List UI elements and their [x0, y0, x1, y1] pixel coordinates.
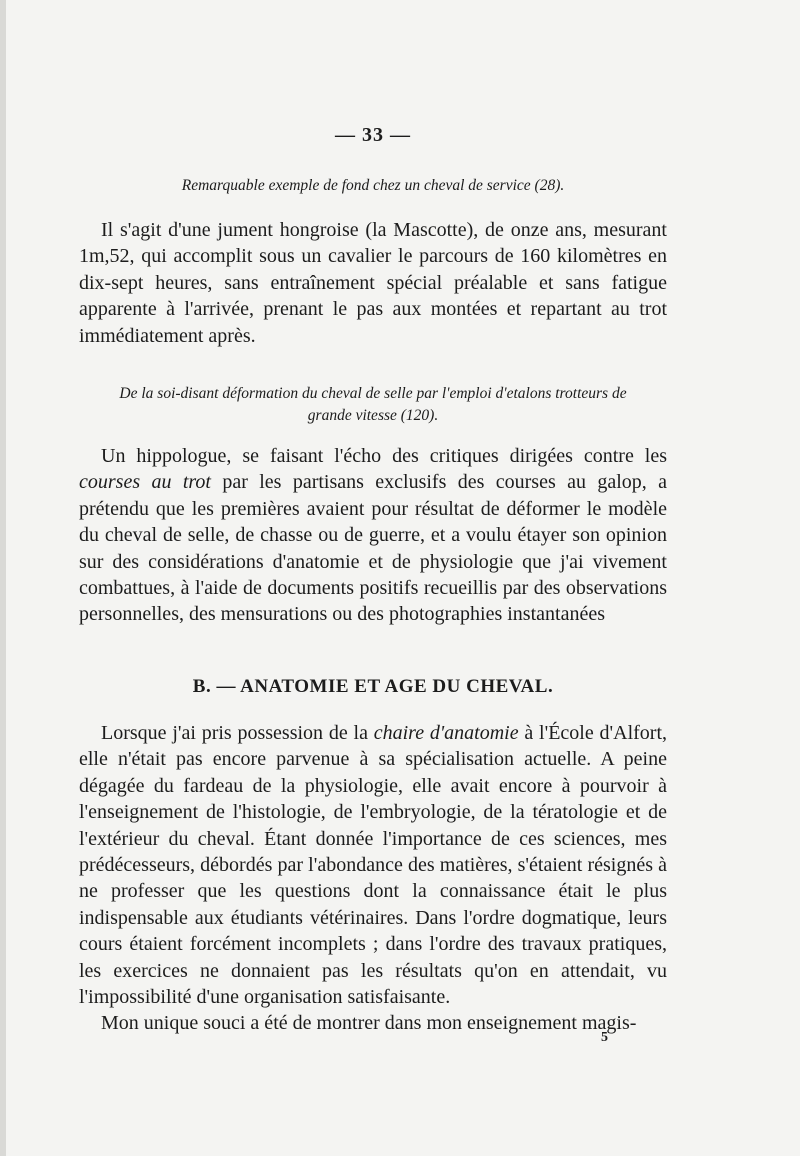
paragraph-chaire: [79, 720, 667, 1010]
caption-fond-cheval: Remarquable exemple de fond chez un cheval de service (28).: [181, 177, 565, 194]
paragraph-chaire-part-1: Lorsque j'ai pris possession de la: [101, 721, 374, 744]
section-heading: B. — ANATOMIE ET AGE DU CHEVAL.: [192, 675, 554, 697]
signature-folio: 5: [601, 1030, 608, 1045]
text-column: [79, 124, 667, 1037]
paragraph-hippologue-part-2: par les partisans exclusifs des courses au galop, a prétendu que les premières avaient pour résultat de déformer le modèle du cheval de selle, de chasse ou de guerre, et a voulu étayer son opinion sur des considérations d'anatomie et de physiologie que j'ai vivement combattues, à l'aide de documents positifs recueillis par des observations personnelles, des mensurations ou des photographies instantanées: [79, 471, 667, 626]
caption-deformation: De la soi-disant déformation du cheval de selle par l'emploi d'etalons trotteurs de grande vitesse (120).: [119, 385, 627, 425]
paragraph-souci: Mon unique souci a été de montrer dans mon enseignement magis-: [101, 1012, 637, 1035]
page-number: — 33 —: [335, 124, 411, 146]
paragraph-mascotte: Il s'agit d'une jument hongroise (la Mascotte), de onze ans, mesurant 1m,52, qui accomplit sous un cavalier le parcours de 160 kilomètres en dix-sept heures, sans entraînement spécial préalable et sans fatigue apparente à l'arrivée, prenant le pas aux montées et repartant au trot immédiatement après.: [79, 219, 667, 347]
paragraph-hippologue-part-1: Un hippologue, se faisant l'écho des critiques dirigées contre les: [101, 445, 667, 468]
courses-au-trot-emphasis: courses au trot: [79, 471, 211, 494]
chaire-anatomie-emphasis: chaire d'anatomie: [373, 721, 519, 744]
paragraph-chaire-part-2: à l'École d'Alfort, elle n'était pas encore parvenue à sa spécialisation actuelle. A peine dégagée du fardeau de la physiologie, elle avait encore à pourvoir à l'enseignement de l'histologie, de l'embryologie, de la tératologie et de l'extérieur du cheval. Étant donnée l'importance de ces sciences, mes prédécesseurs, débordés par l'abondance des matières, s'étaient résignés à ne professer que les questions dont la connaissance était le plus indispensable aux étudiants vétérinaires. Dans l'ordre dogmatique, leurs cours étaient forcément incomplets ; dans l'ordre des travaux pratiques, les exercices ne donnaient pas les résultats qu'on en attendait, vu l'impossibilité d'une organisation satisfaisante.: [79, 721, 668, 1008]
paragraph-hippologue: [79, 443, 667, 628]
page-edge-shadow: [0, 0, 6, 1156]
